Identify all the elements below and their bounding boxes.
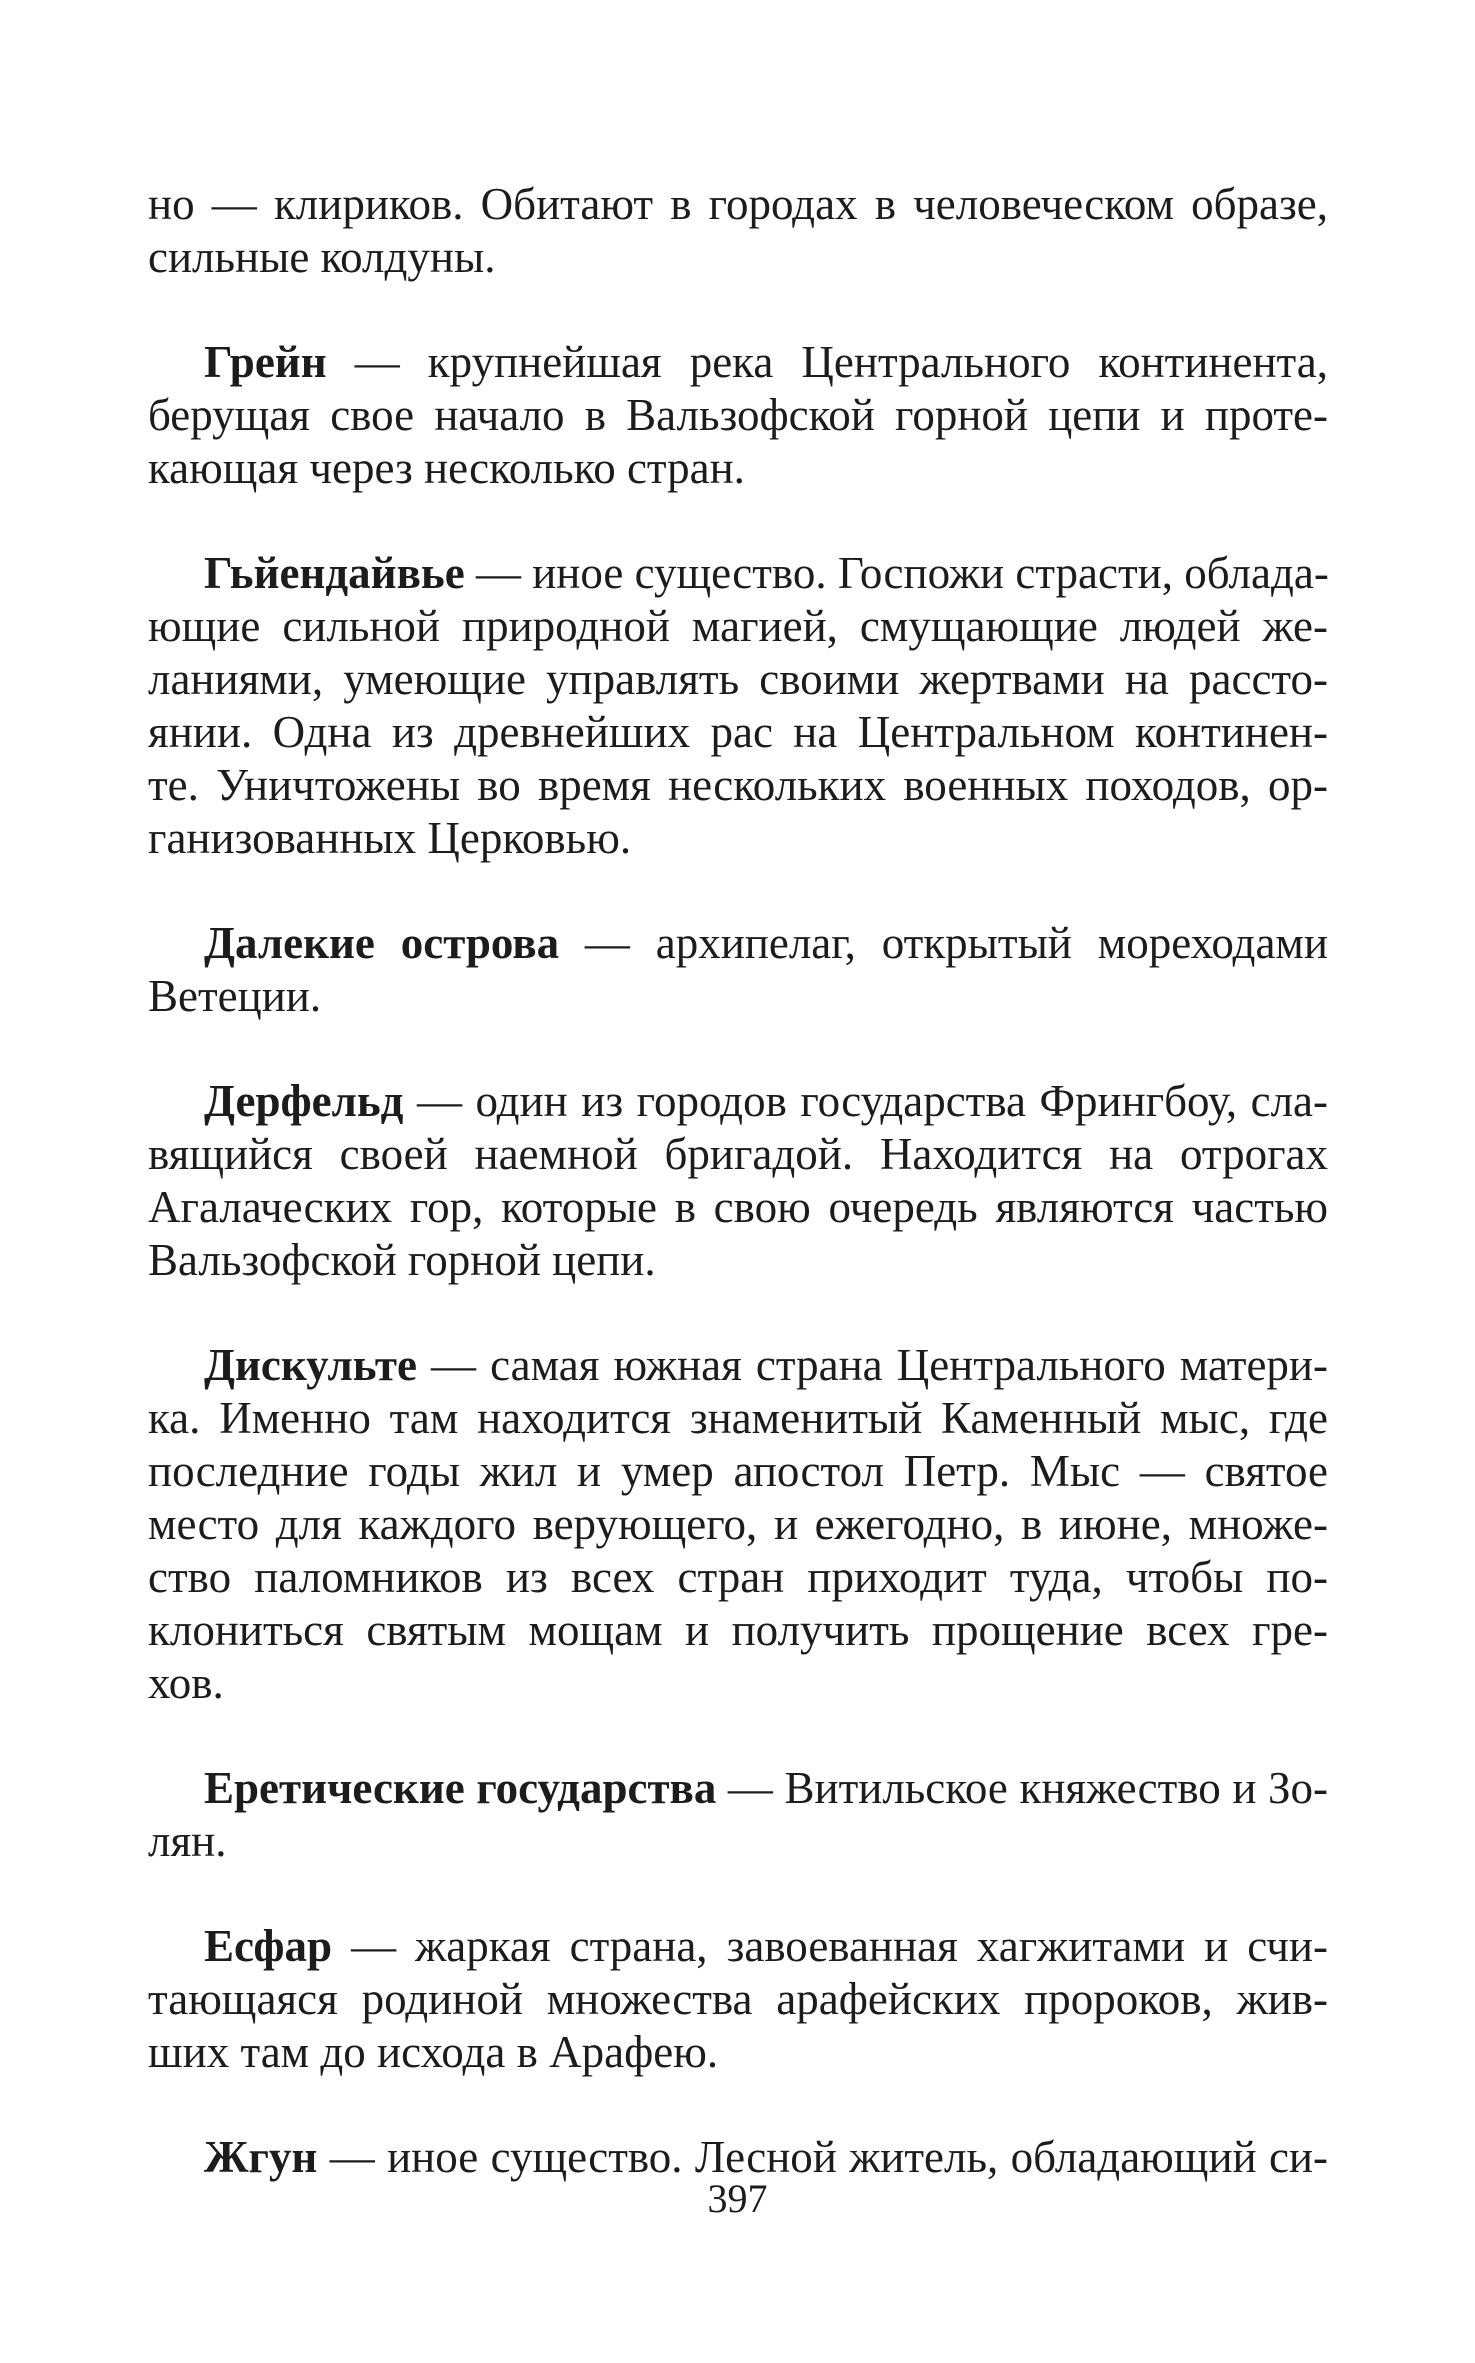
entry-text: вящийся своей наемной бригадой. Находится на отрогах	[148, 1129, 1328, 1179]
glossary-entry	[148, 336, 1328, 495]
entry-line	[148, 1339, 1328, 1392]
glossary-entry	[148, 547, 1328, 865]
entry-text: — самая южная страна Центрального матери-	[416, 1340, 1328, 1390]
entry-text: ка. Именно там находится знаменитый Каменный мыс, где	[148, 1393, 1328, 1443]
entry-line	[148, 1604, 1328, 1657]
entry-text: те. Уничтожены во время нескольких военных походов, ор-	[148, 760, 1328, 810]
entry-term: Жгун	[204, 2132, 318, 2182]
entry-line	[148, 1498, 1328, 1551]
entry-line	[148, 442, 1328, 495]
entry-line	[148, 970, 1328, 1023]
entry-term: Грейн	[204, 337, 327, 387]
entry-text: ганизованных Церковью.	[148, 813, 632, 863]
entry-line	[148, 231, 1328, 284]
entry-text: — архипелаг, открытый мореходами	[559, 918, 1328, 968]
entry-text: ших там до исхода в Арафею.	[148, 2027, 719, 2077]
entry-text: — Витильское княжество и Зо-	[716, 1763, 1329, 1813]
entry-text: но — клириков. Обитают в городах в человеческом образе,	[148, 179, 1328, 229]
entry-term: Дискульте	[204, 1340, 417, 1390]
entry-line	[148, 1551, 1328, 1604]
page-number: 397	[707, 2176, 768, 2221]
entry-text: ланиями, умеющие управлять своими жертвами на рассто-	[148, 654, 1328, 704]
entry-line	[148, 1392, 1328, 1445]
entry-line	[148, 1973, 1328, 2026]
entry-text: — жаркая страна, завоеванная хагжитами и счи-	[332, 1921, 1328, 1971]
entry-text: Агалаческих гор, которые в свою очередь являются частью	[148, 1182, 1328, 1232]
entry-text: ющие сильной природной магией, смущающие людей же-	[148, 601, 1328, 651]
entry-term: Гьйендайвье	[204, 548, 465, 598]
entry-line	[148, 1128, 1328, 1181]
entry-line	[148, 1181, 1328, 1234]
entry-text: — иное существо. Госпожи страсти, облада-	[464, 548, 1329, 598]
entry-line	[148, 1762, 1328, 1815]
entry-line	[148, 706, 1328, 759]
entry-line	[148, 600, 1328, 653]
entry-line	[148, 1075, 1328, 1128]
entry-text: лян.	[148, 1816, 227, 1866]
glossary-entry	[148, 178, 1328, 284]
glossary-entry	[148, 917, 1328, 1023]
entry-line	[148, 547, 1328, 600]
entry-term: Есфар	[204, 1921, 333, 1971]
entry-text: Ветеции.	[148, 971, 322, 1021]
entry-line	[148, 1445, 1328, 1498]
entry-text: ство паломников из всех стран приходит туда, чтобы по-	[148, 1552, 1328, 1602]
entry-text: место для каждого верующего, и ежегодно, в июне, множе-	[148, 1499, 1328, 1549]
entry-text: клониться святым мощам и получить прощение всех гре-	[148, 1605, 1328, 1655]
glossary-entry	[148, 1762, 1328, 1868]
entry-line	[148, 2026, 1328, 2079]
entry-text: хов.	[148, 1658, 224, 1708]
entry-line	[148, 759, 1328, 812]
entry-line	[148, 653, 1328, 706]
entry-term: Еретические государства	[204, 1763, 717, 1813]
entry-text: — крупнейшая река Центрального континента,	[326, 337, 1328, 387]
entry-line	[148, 1920, 1328, 1973]
entry-line	[148, 178, 1328, 231]
entry-text: — иное существо. Лесной житель, обладающий си-	[317, 2132, 1328, 2182]
entry-text: берущая свое начало в Вальзофской горной цепи и проте-	[148, 390, 1328, 440]
entry-line	[148, 1657, 1328, 1710]
entry-term: Далекие острова	[204, 918, 560, 968]
entry-text: Вальзофской горной цепи.	[148, 1235, 656, 1285]
entry-term: Дерфельд	[204, 1076, 404, 1126]
entry-line	[148, 389, 1328, 442]
entry-text: сильные колдуны.	[148, 232, 496, 282]
entry-text: янии. Одна из древнейших рас на Центральном континен-	[148, 707, 1328, 757]
entry-text: последние годы жил и умер апостол Петр. Мыс — святое	[148, 1446, 1328, 1496]
entry-line	[148, 1815, 1328, 1868]
entry-text: кающая через несколько стран.	[148, 443, 745, 493]
entry-line	[148, 812, 1328, 865]
page-body	[148, 178, 1328, 2184]
glossary-entry	[148, 1920, 1328, 2079]
entry-text: — один из городов государства Фрингбоу, сла-	[403, 1076, 1328, 1126]
entry-line	[148, 917, 1328, 970]
entry-line	[148, 336, 1328, 389]
entry-text: тающаяся родиной множества арафейских пророков, жив-	[148, 1974, 1328, 2024]
glossary-entry	[148, 1339, 1328, 1710]
glossary-entry	[148, 1075, 1328, 1287]
entry-line	[148, 1234, 1328, 1287]
